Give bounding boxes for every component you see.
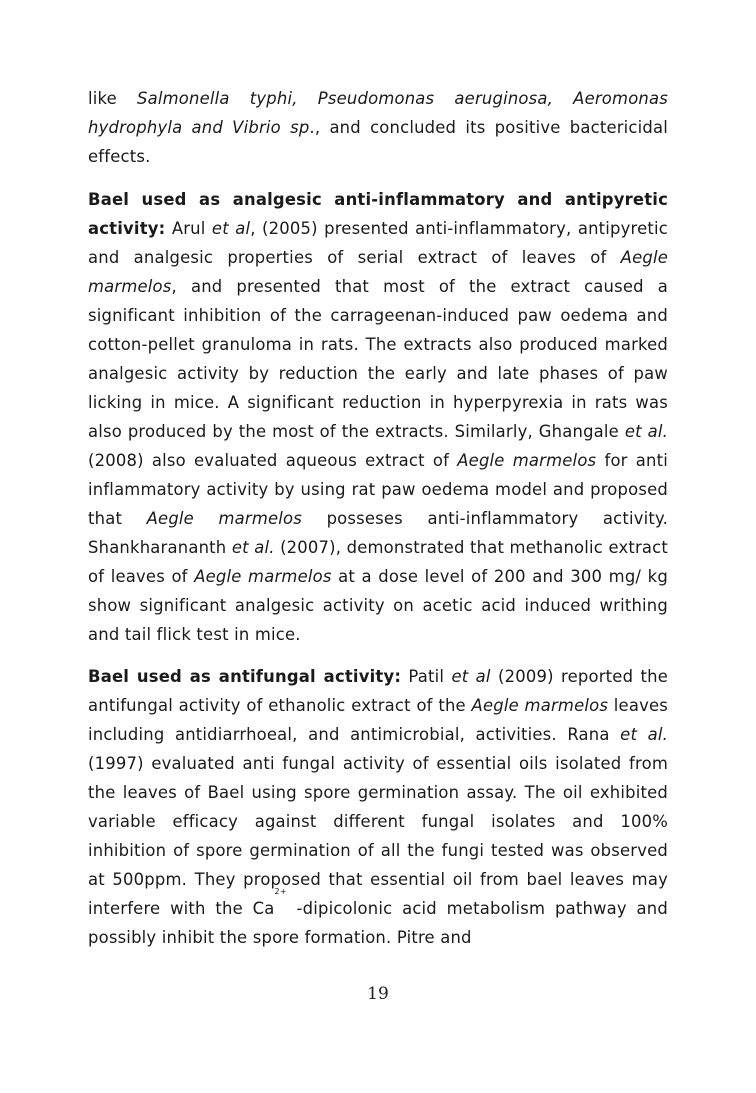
species-name: Aegle marmelos [88,248,668,296]
text-run: for anti inflammatory activity by using rat paw oedema model and proposed that [88,451,668,528]
species-name: Aegle marmelos [194,567,332,586]
text-run: (2009) reported the antifungal activity of ethanolic extract of the [88,667,668,715]
text-run: -dipicolonic acid metabolism pathway and possibly inhibit the spore formation. Pitre and [88,899,668,947]
superscript-charge: 2+ [274,887,287,896]
text-run: ., and concluded its positive bactericidal effects. [88,118,668,166]
citation-etal: et al [451,667,491,686]
species-name: Aegle marmelos [457,451,597,470]
paragraph-antifungal [88,662,668,952]
text-run: (2007), demonstrated that methanolic extract of leaves of [88,538,669,586]
text-run: leaves including antidiarrhoeal, and antimicrobial, activities. Rana [88,696,668,744]
text-run: posseses anti-inflammatory activity. Shankharananth [88,509,668,557]
section-heading-analgesic: Bael used as analgesic anti-inflammatory and antipyretic activity: [88,190,668,238]
page-body [88,84,668,965]
text-run: (1997) evaluated anti fungal activity of essential oils isolated from the leaves of Bael using spore germination assay. The oil exhibited variable efficacy against different fungal isolates and 100% inhibition of spore germination of all the fungi tested was observed at 500ppm. They proposed that essential oil from bael leaves may interfere with the Ca [88,754,668,918]
paragraph-bactericidal [88,84,668,171]
text-run: , (2005) presented anti-inflammatory, antipyretic and analgesic properties of serial extract of leaves of [88,219,668,267]
citation-etal: et al. [620,725,668,744]
text-run: (2008) also evaluated aqueous extract of [88,451,458,470]
species-names: Salmonella typhi, Pseudomonas aeruginosa, Aeromonas hydrophyla and Vibrio sp [88,89,668,137]
citation-etal: et al. [624,422,668,441]
species-name: Aegle marmelos [146,509,303,528]
text-run: , and presented that most of the extract caused a significant inhibition of the carrageenan-induced paw oedema and cotton-pellet granuloma in rats. The extracts also produced marked analgesic activity by reduction the early and late phases of paw licking in mice. A significant reduction in hyperpyrexia in rats was also produced by the most of the extracts. Similarly, Ghangale [88,277,668,441]
citation-etal: et al. [231,538,275,557]
section-heading-antifungal: Bael used as antifungal activity: [88,667,402,686]
text-run: at a dose level of 200 and 300 mg/ kg show significant analgesic activity on acetic acid induced writhing and tail flick test in mice. [88,567,668,644]
paragraph-analgesic [88,185,668,649]
text-run: like [88,89,138,108]
citation-etal: et al [211,219,251,238]
page-number: 19 [367,984,389,1004]
text-run: Arul [165,219,212,238]
text-run: Patil [401,667,452,686]
species-name: Aegle marmelos [471,696,609,715]
